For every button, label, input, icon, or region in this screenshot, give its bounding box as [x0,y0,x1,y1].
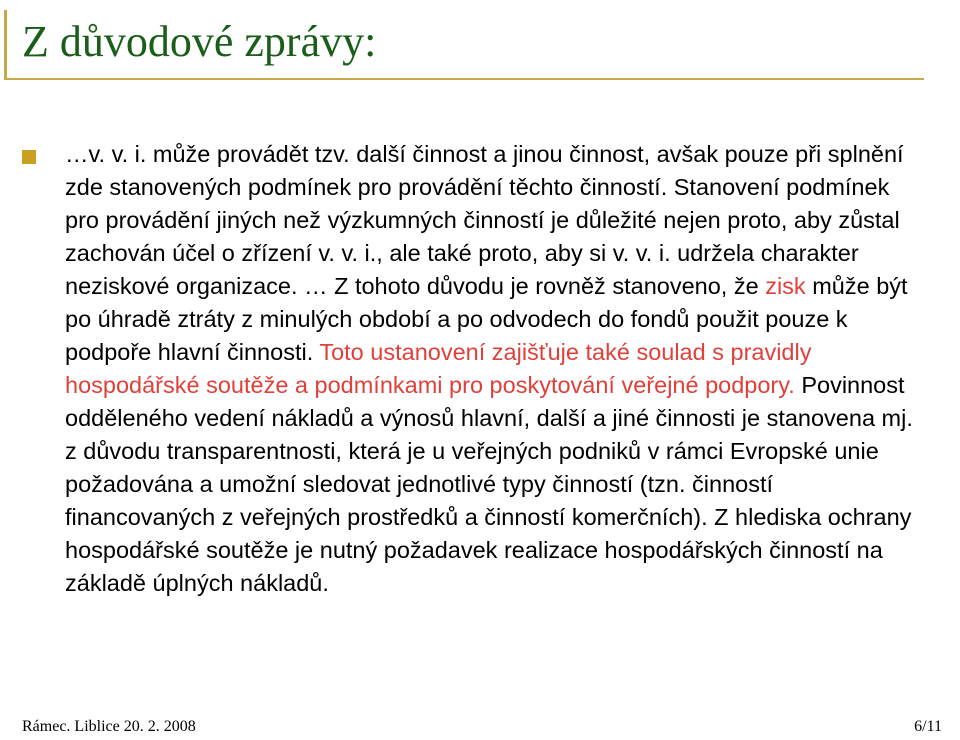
highlight-zisk: zisk [765,273,806,299]
title-accent-vertical [4,10,7,78]
bullet-item [22,138,932,600]
footer-left: Rámec. Liblice 20. 2. 2008 [22,718,196,735]
bullet-list [22,138,932,600]
text-segment: může být po úhradě ztráty z minulých období a po odvodech do fondů použit pouze k podpoře hlavní činnosti. [65,273,908,365]
text-segment: …v. v. i. může provádět tzv. další činnost a jinou činnost, avšak pouze při splnění zde stanovených podmínek pro provádění těchto činností. Stanovení podmínek pro provádění jiných než výzkumných činností je důležité nejen proto, aby zůstal zachován účel o zřízení v. v. i., ale také proto, aby si v. v. i. udržela charakter neziskové organizace. … Z tohoto důvodu je rovněž stanoveno, že [65,141,904,299]
highlight-sentence: Toto ustanovení zajišťuje také soulad s pravidly hospodářské soutěže a podmínkami pro poskytování veřejné podpory. [65,339,812,398]
bullet-text [65,138,925,600]
text-segment: Povinnost odděleného vedení nákladů a výnosů hlavní, další a jiné činnosti je stanovena mj. z důvodu transparentnosti, která je u veřejných podniků v rámci Evropské unie požadována a umožní sledovat jednotlivé typy činností (tzn. činností financovaných z veřejných prostředků a činností komerčních). Z hlediska ochrany hospodářské soutěže je nutný požadavek realizace hospodářských činností na základě úplných nákladů. [65,372,913,596]
title-underline [4,78,924,80]
square-bullet-icon [22,150,36,164]
page-number: 6/11 [914,718,942,735]
slide-title: Z důvodové zprávy: [22,17,377,66]
